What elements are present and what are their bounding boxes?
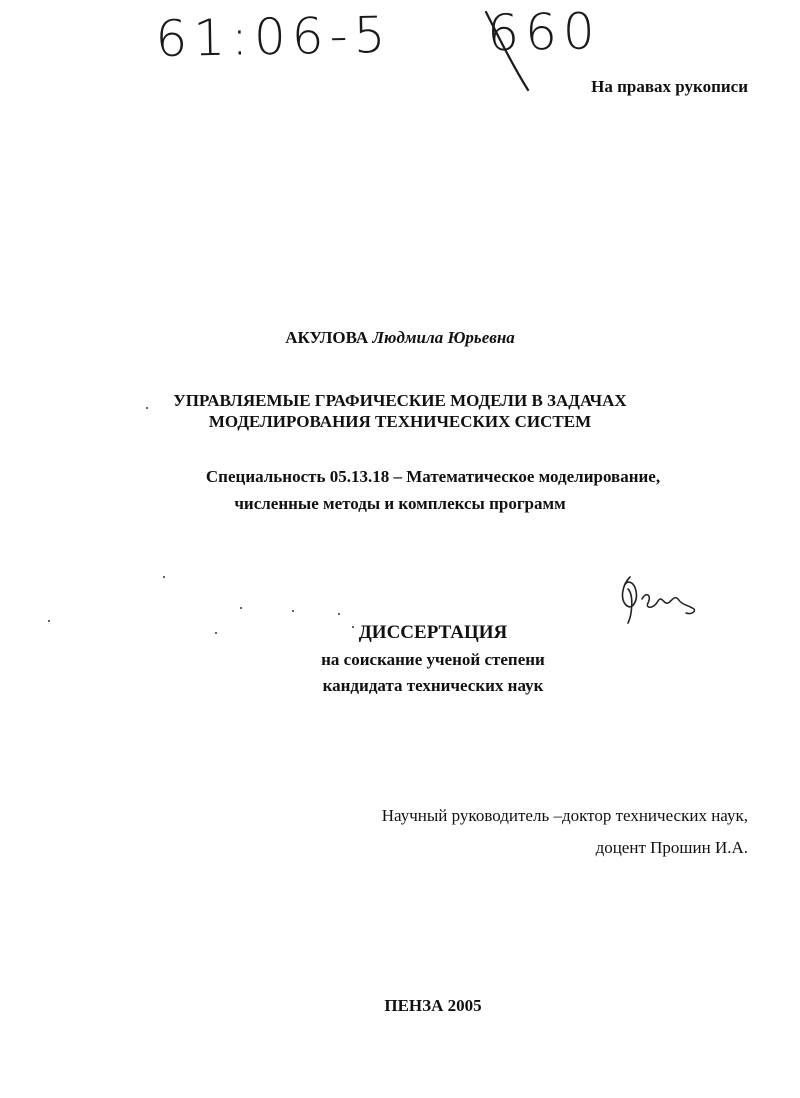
title-line-2: МОДЕЛИРОВАНИЯ ТЕХНИЧЕСКИХ СИСТЕМ bbox=[208, 412, 592, 431]
dissertation-block bbox=[0, 619, 800, 699]
dissertation-heading: ДИССЕРТАЦИЯ bbox=[358, 622, 508, 643]
supervisor-line-2: доцент Прошин И.А. bbox=[595, 838, 748, 857]
handwritten-slash-icon bbox=[478, 6, 538, 96]
author-name bbox=[0, 328, 800, 348]
dissertation-title bbox=[0, 390, 800, 432]
degree-line-1: на соискание ученой степени bbox=[321, 650, 545, 669]
scan-speck bbox=[146, 407, 148, 409]
city-year: ПЕНЗА 2005 bbox=[384, 996, 482, 1015]
author-given-names: Людмила Юрьевна bbox=[372, 328, 515, 347]
handwritten-number-part: 61:06-5 bbox=[155, 5, 392, 68]
scan-speck bbox=[352, 626, 354, 628]
title-line-1: УПРАВЛЯЕМЫЕ ГРАФИЧЕСКИЕ МОДЕЛИ В ЗАДАЧАХ bbox=[173, 391, 627, 410]
scan-speck bbox=[215, 632, 217, 634]
scan-speck bbox=[338, 613, 340, 615]
supervisor bbox=[382, 800, 748, 864]
rights-note: На правах рукописи bbox=[591, 77, 748, 96]
scan-speck bbox=[240, 607, 242, 609]
scan-speck bbox=[48, 620, 50, 622]
speciality bbox=[0, 463, 800, 517]
signature-icon bbox=[612, 565, 702, 625]
handwritten-number-tail: 660 bbox=[486, 2, 602, 63]
speciality-line-1: Специальность 05.13.18 – Математическое моделирование, bbox=[205, 467, 661, 486]
speciality-line-2: численные методы и комплексы программ bbox=[234, 494, 566, 513]
supervisor-line-1: Научный руководитель –доктор технических наук, bbox=[381, 806, 748, 825]
author-surname: АКУЛОВА bbox=[285, 328, 369, 347]
scan-speck bbox=[292, 610, 294, 612]
scan-speck bbox=[163, 576, 165, 578]
degree-line-2: кандидата технических наук bbox=[322, 676, 544, 695]
